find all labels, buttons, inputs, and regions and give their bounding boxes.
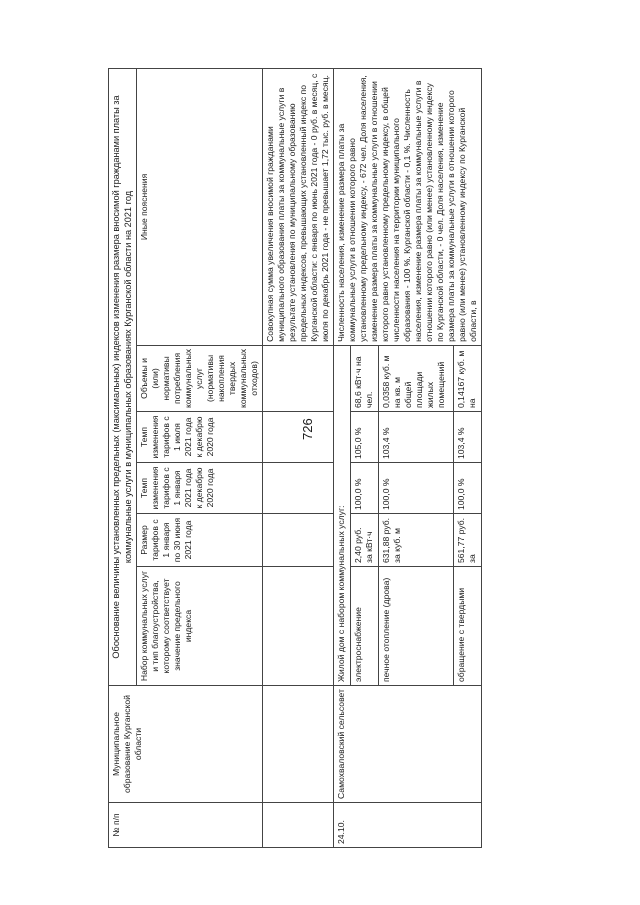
service-volume: 0,14167 куб. м на — [453, 345, 481, 411]
summary-row — [263, 69, 334, 848]
summary-empty-rate-jan — [263, 463, 334, 514]
col-header-municipality: Муниципальное образование Курганской области — [109, 686, 263, 803]
col-header-volumes: Объемы и (или) нормативы потребления коммунальных услуг (нормативы накопления твердых коммунальных отходов) — [137, 345, 263, 411]
summary-empty-rate-jul — [263, 412, 334, 463]
table-row — [334, 69, 351, 848]
summary-empty-no — [263, 803, 334, 848]
service-rate-jul: 103,4 % — [453, 412, 481, 463]
row-notes: Численность населения, изменение размера платы за коммунальные услуги в отношении которого равно установленному предельному индексу, - 672 чел. Доля населения, изменение размера платы за коммунальные услуги в отношении которого равно установленному предельному индексу, в общей численности населения на территории муниципального образования - 100 %. Курганской области - 0,1 %. Численность населения, изменение размера платы за коммунальные услуги в отношении которого равно (или менее) установленному индексу по Курганской области, - 0 чел. Доля населения, изменение размера платы за коммунальные услуги в отношении которого равно (или менее) установленному индексу по Курганской области, в — [334, 69, 482, 346]
col-header-rate-jan: Темп изменения тарифов с 1 января 2021 года к декабрю 2020 года — [137, 463, 263, 514]
summary-empty-volumes — [263, 345, 334, 411]
page-number: 726 — [300, 418, 315, 440]
rotated-page — [108, 68, 638, 848]
justification-table — [108, 68, 482, 848]
row-municipality: Самохваловский сельсовет — [334, 686, 482, 803]
row-group-label: Жилой дом с набором коммунальных услуг: — [334, 345, 351, 685]
col-header-tariff: Размер тарифов с 1 января по 30 июня 2021 года — [137, 514, 263, 567]
service-volume: 68,6 кВт·ч на чел. — [350, 345, 378, 411]
service-tariff: 2,40 руб. за кВт·ч — [350, 514, 378, 567]
col-header-no: № п/п — [109, 803, 263, 848]
summary-empty-services — [263, 567, 334, 686]
col-header-notes: Иные пояснения — [137, 69, 263, 346]
header-row-top — [109, 69, 137, 848]
service-name: печное отопление (дрова) — [379, 567, 454, 686]
row-number: 24.10. — [334, 803, 482, 848]
col-header-services: Набор коммунальных услуг и тип благоустройства, которому соответствует значение предельного индекса — [137, 567, 263, 686]
col-header-rate-jul: Темп изменения тарифов с 1 июля 2021 года к декабрю 2020 года — [137, 412, 263, 463]
service-rate-jul: 103,4 % — [379, 412, 454, 463]
service-rate-jul: 105,0 % — [350, 412, 378, 463]
service-rate-jan: 100,0 % — [379, 463, 454, 514]
summary-note: Совокупная сумма увеличения вносимой гражданами муниципального образования платы за коммунальные услуги в результате установления по муниципальному образованию предельных индексов, превышающих установленный индекс по Курганской области: с января по июнь 2021 года - 0 руб. в месяц, с июля по декабрь 2021 года - не превышает 1,72 тыс. руб. в месяц. — [263, 69, 334, 346]
service-rate-jan: 100,0 % — [453, 463, 481, 514]
service-volume: 0,0358 куб. м на кв. м общей площади жилых помещений — [379, 345, 454, 411]
summary-empty-municipality — [263, 686, 334, 803]
service-tariff: 631,88 руб. за куб. м — [379, 514, 454, 567]
service-rate-jan: 100,0 % — [350, 463, 378, 514]
table-title: Обоснование величины установленных предельных (максимальных) индексов изменения размера вносимой гражданами платы за коммунальные услуги в муниципальных образованиях Курганской области на 2021 год — [109, 69, 137, 686]
service-name: электроснабжение — [350, 567, 378, 686]
service-tariff: 561,77 руб. за — [453, 514, 481, 567]
summary-empty-tariff — [263, 514, 334, 567]
service-name: обращение с твердыми — [453, 567, 481, 686]
